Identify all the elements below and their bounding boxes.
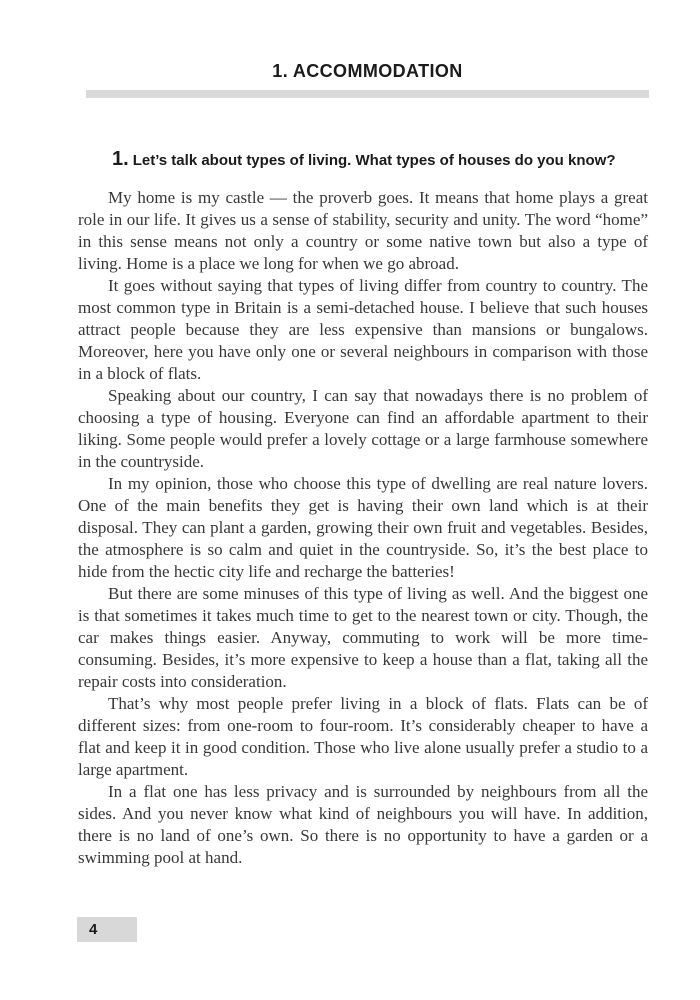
- exercise-heading: [112, 147, 648, 172]
- page-header: [86, 0, 649, 98]
- paragraph: My home is my castle — the proverb goes. It means that home plays a great role in our life. It gives us a sense of stability, security and unity. The word “home” in this sense means not only a country or some native town but also a type of living. Home is a place we long for when we go abroad.: [78, 188, 648, 273]
- page-number-box: [77, 917, 137, 942]
- page-number: 4: [89, 921, 98, 938]
- paragraph: But there are some minuses of this type of living as well. And the biggest one is that sometimes it takes much time to get to the nearest town or city. Though, the car makes things easier. Anyway, commuting to work will be more time-consuming. Besides, it’s more expensive to keep a house than a flat, taking all the repair costs into consideration.: [78, 584, 648, 691]
- page-body: [78, 147, 648, 869]
- paragraph: In a flat one has less privacy and is surrounded by neighbours from all the sides. And you never know what kind of neighbours you will have. In addition, there is no land of one’s own. So there is no opportunity to have a garden or a swimming pool at hand.: [78, 782, 648, 867]
- exercise-number: 1.: [112, 148, 129, 170]
- paragraph: That’s why most people prefer living in a block of flats. Flats can be of different sizes: from one-room to four-room. It’s considerably cheaper to have a flat and keep it in good condition. Those who live alone usually prefer a studio to a large apartment.: [78, 694, 648, 779]
- paragraph: In my opinion, those who choose this type of dwelling are real nature lovers. One of the main benefits they get is having their own land which is at their disposal. They can plant a garden, growing their own fruit and vegetables. Besides, the atmosphere is so calm and quiet in the countryside. So, it’s the best place to hide from the hectic city life and recharge the batteries!: [78, 474, 648, 581]
- header-rule: [86, 90, 649, 98]
- paragraph: Speaking about our country, I can say that nowadays there is no problem of choosing a type of housing. Everyone can find an affordable apartment to their liking. Some people would prefer a lovely cottage or a large farmhouse somewhere in the countryside.: [78, 386, 648, 471]
- exercise-prompt: Let’s talk about types of living. What types of houses do you know?: [132, 152, 616, 169]
- chapter-title: 1. ACCOMMODATION: [272, 61, 463, 81]
- body-text: [78, 187, 648, 869]
- paragraph: It goes without saying that types of living differ from country to country. The most common type in Britain is a semi-detached house. I believe that such houses attract people because they are less expensive than mansions or bungalows. Moreover, here you have only one or several neighbours in comparison with those in a block of flats.: [78, 276, 648, 383]
